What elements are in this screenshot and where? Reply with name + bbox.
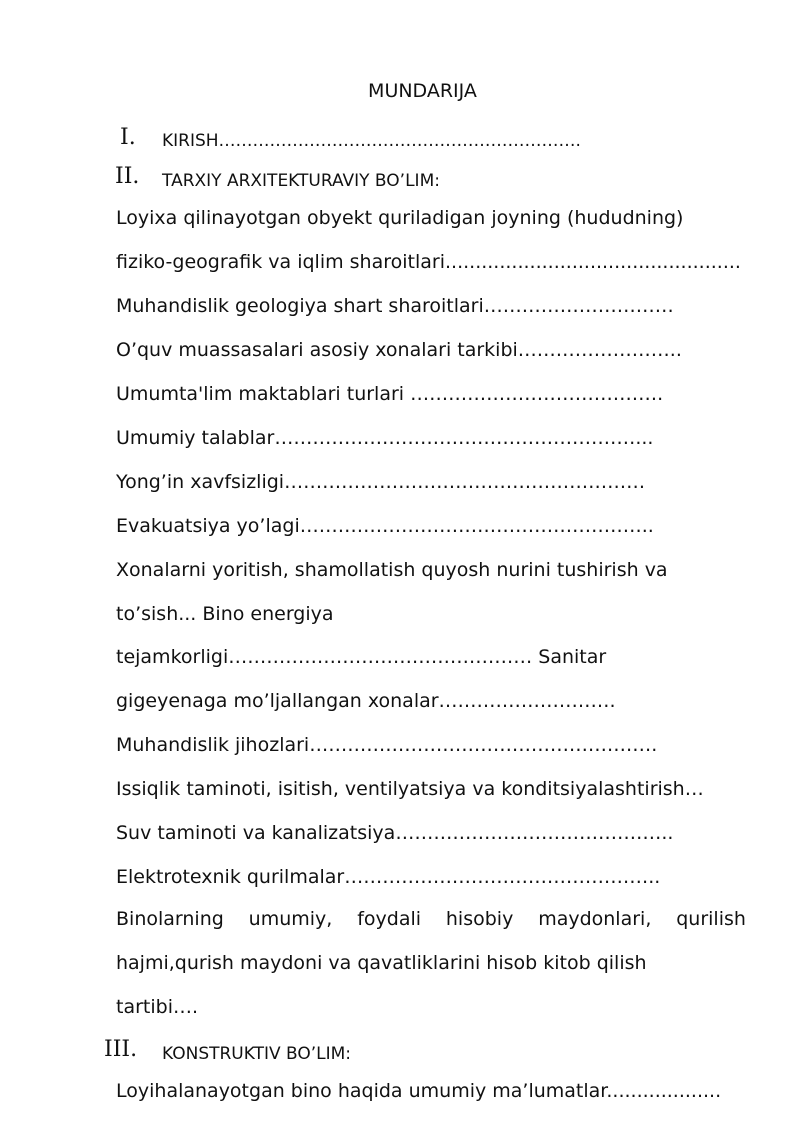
- section-label-2: TARXIY ARXITEKTURAVIY BO’LIM:: [162, 171, 440, 191]
- section-label-3: KONSTRUKTIV BO’LIM:: [162, 1044, 352, 1064]
- toc-word: qurilish: [676, 908, 746, 930]
- toc-line: tartibi….: [116, 996, 199, 1018]
- toc-word: maydonlari,: [538, 908, 652, 930]
- toc-line: fiziko-geografik va iqlim sharoitlari.................................................: [116, 251, 741, 273]
- toc-line: Xonalarni yoritish, shamollatish quyosh nurini tushirish va: [116, 559, 668, 581]
- toc-line: tejamkorligi………………………………………… Sanitar: [116, 646, 607, 668]
- toc-line: O’quv muassasalari asosiy xonalari tarkibi……………………..: [116, 339, 682, 361]
- toc-line: Umumta'lim maktablari turlari ………………………………….: [116, 383, 664, 405]
- toc-line: Muhandislik geologiya shart sharoitlari…………………………: [116, 295, 674, 317]
- toc-line: Loyihalanayotgan bino haqida umumiy ma’lumatlar...................: [116, 1080, 722, 1102]
- section-numeral-1: I.: [120, 125, 136, 150]
- toc-line: to’sish... Bino energiya: [116, 603, 334, 625]
- toc-line: Muhandislik jihozlari……………………………………………….: [116, 734, 658, 756]
- toc-line: Evakuatsiya yo’lagi………………………………………………..: [116, 515, 654, 537]
- toc-word: hisobiy: [445, 908, 514, 930]
- toc-line-justified: [116, 908, 746, 930]
- toc-word: Binolarning: [116, 908, 224, 930]
- toc-line: Umumiy talablar…………………………………………………...: [116, 427, 654, 449]
- toc-line: gigeyenaga mo’ljallangan xonalar……………………….: [116, 690, 616, 712]
- page-title: MUNDARIJA: [368, 80, 477, 102]
- toc-word: umumiy,: [248, 908, 333, 930]
- toc-line: Yong’in xavfsizligi…………………………………………………: [116, 471, 646, 493]
- toc-line: Suv taminoti va kanalizatsiya……………………………………..: [116, 822, 674, 844]
- toc-word: foydali: [357, 908, 422, 930]
- section-label-1: KIRISH……………………………………………………….: [162, 131, 581, 151]
- section-numeral-3: III.: [104, 1037, 138, 1062]
- toc-line: Elektrotexnik qurilmalar…………………………………………..: [116, 866, 661, 888]
- section-numeral-2: II.: [115, 164, 140, 189]
- toc-line: hajmi,qurish maydoni va qavatliklarini hisob kitob qilish: [116, 952, 647, 974]
- toc-line: Loyixa qilinayotgan obyekt quriladigan joyning (hududning): [116, 207, 684, 229]
- toc-line: Issiqlik taminoti, isitish, ventilyatsiya va konditsiyalashtirish…: [116, 778, 704, 800]
